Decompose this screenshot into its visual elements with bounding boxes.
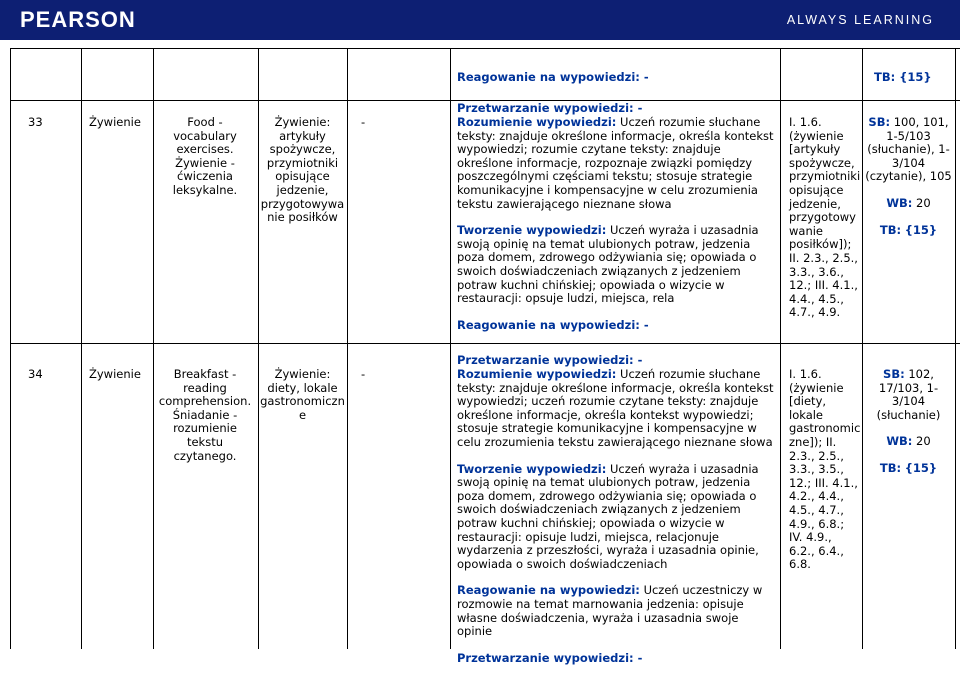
tb-text: {15} — [904, 222, 938, 237]
przetwarzanie-label: Przetwarzanie wypowiedzi: - — [457, 650, 643, 665]
column-divider — [347, 48, 348, 649]
skills-text — [457, 116, 775, 345]
wb-label: WB: — [886, 195, 913, 210]
table-border-left — [10, 48, 11, 649]
tworzenie-paragraph — [457, 463, 775, 572]
lesson-title: Breakfast - reading comprehension. Śniadanie - rozumienie tekstu czytanego. — [158, 367, 252, 463]
vocabulary: Żywienie: artykuły spożywcze, przymiotniki opisujące jedzenie, przygotowywa nie posiłków — [260, 115, 345, 225]
table-border-right — [955, 48, 956, 649]
grammar: - — [361, 367, 366, 381]
reagowanie-label: Reagowanie na wypowiedzi: - — [457, 317, 649, 332]
tworzenie-label: Tworzenie wypowiedzi: — [457, 223, 607, 238]
tb-line — [864, 462, 953, 476]
pearson-header — [0, 0, 960, 40]
przetwarzanie-label: Przetwarzanie wypowiedzi: - — [457, 101, 643, 115]
wb-line — [864, 197, 953, 211]
wb-label: WB: — [886, 434, 913, 449]
reagowanie-paragraph — [457, 584, 775, 638]
lesson-plan-table — [0, 40, 960, 665]
sb-line — [864, 368, 953, 422]
column-divider — [81, 48, 82, 649]
wb-text: 20 — [916, 434, 931, 449]
tworzenie-label: Tworzenie wypowiedzi: — [457, 461, 607, 476]
grammar: - — [361, 115, 366, 129]
topic: Żywienie — [89, 367, 141, 381]
rozumienie-label: Rozumienie wypowiedzi: — [457, 367, 617, 381]
table-border-top — [10, 48, 960, 49]
vocabulary: Żywienie: diety, lokale gastronomiczn e — [260, 367, 345, 422]
reagowanie-text: Uczeń uczestniczy w rozmowie na temat marnowania jedzenia: opisuje własne doświadczenia, wyraża i uzasadnia swoje opinie — [457, 583, 763, 639]
column-divider — [153, 48, 154, 649]
reagowanie-label: Reagowanie na wypowiedzi: — [457, 583, 640, 598]
sb-text: 102, 17/103, 1-3/104 (słuchanie) — [876, 367, 941, 422]
tb-label: TB: — [879, 460, 902, 475]
materials — [864, 116, 953, 237]
rozumienie-text: Uczeń rozumie słuchane teksty: znajduje określone informacje, określa kontekst wypowiedzi; uczeń rozumie czytane teksty: znajduje określone informacje, określa kontekst wypowiedzi; stosuje strategie komunikacyjne i kompensacyjne w celu zrozumienia tekstu zawierającego nieznane słowa — [457, 367, 774, 449]
reagowanie-continued: Reagowanie na wypowiedzi: - — [457, 70, 649, 84]
column-divider — [450, 48, 451, 649]
column-divider — [258, 48, 259, 649]
topic: Żywienie — [89, 115, 141, 129]
sb-label: SB: — [868, 115, 891, 129]
header-tagline: ALWAYS LEARNING — [786, 13, 934, 27]
pearson-logo: PEARSON — [20, 7, 136, 32]
curriculum-refs: I. 1.6. (żywienie [artykuły spożywcze, przymiotniki opisujące jedzenie, przygotowy wanie posiłków]); II. 2.3., 2.5., 3.3., 3.6., 12.; III. 4.1., 4.4., 4.5., 4.7., 4.9. — [789, 115, 861, 320]
column-divider — [780, 48, 781, 649]
curriculum-refs: I. 1.6. (żywienie [diety, lokale gastronomic zne]); II. 2.3., 2.5., 3.3., 3.5., 12.; III. 4.1., 4.2., 4.4., 4.5., 4.7., 4.9., 6.8.; IV. 4.9., 6.2., 6.4., 6.8. — [789, 367, 861, 572]
rozumienie-paragraph — [457, 368, 775, 450]
materials — [864, 368, 953, 476]
lesson-title: Food - vocabulary exercises. Żywienie - ćwiczenia leksykalne. — [172, 115, 238, 197]
sb-label: SB: — [883, 367, 905, 381]
rozumienie-paragraph — [457, 116, 775, 211]
rozumienie-label: Rozumienie wypowiedzi: — [457, 115, 617, 129]
tworzenie-text: Uczeń wyraża i uzasadnia swoją opinię na temat ulubionych potraw, jedzenia poza domem, zdrowego odżywiania się; opowiada o swoich doświadczeniach związanych z jedzeniem potraw kuchni chińskiej; opowiada o wizycie w restauracji: opsuje ludzi, miejsca, rela — [457, 223, 759, 306]
sb-line — [864, 116, 953, 184]
tb-label: TB: — [879, 222, 902, 237]
row-number: 34 — [28, 367, 43, 381]
column-divider — [862, 48, 863, 649]
wb-line — [864, 435, 953, 449]
tb-continued: TB: {15} — [874, 70, 932, 84]
tworzenie-text: Uczeń wyraża i uzasadnia swoją opinię na temat ulubionych potraw, jedzenia poza domem, zdrowego odżywiania się; opowiada o swoich doświadczeniach związanych z jedzeniem potraw kuchni chińskiej; opowiada o wizycie w restauracji: opisuje ludzi, miejsca, relacjonuje wydarzenia z przeszłości, wyraża i uzasadnia opinie, opowiada o swoich doświadczeniach — [457, 461, 759, 571]
skills-text — [457, 368, 775, 678]
tb-line — [864, 224, 953, 238]
tworzenie-paragraph — [457, 224, 775, 306]
rozumienie-text: Uczeń rozumie słuchane teksty: znajduje określone informacje, określa kontekst wypowiedzi; rozumie czytane teksty: znajduje określone informacje, rozpoznaje związki pomiędzy poszczególnymi częściami tekstu; stosuje strategie komunikacyjne i kompensacyjne w celu zrozumienia tekstu zawierającego nieznane słowa — [457, 115, 774, 211]
wb-text: 20 — [916, 195, 931, 210]
sb-text: 100, 101, 1-5/103 (słuchanie), 1-3/104 (czytanie), 105 — [865, 115, 952, 184]
row-number: 33 — [28, 115, 43, 129]
przetwarzanie-label: Przetwarzanie wypowiedzi: - — [457, 353, 643, 367]
tb-text: {15} — [904, 460, 938, 475]
